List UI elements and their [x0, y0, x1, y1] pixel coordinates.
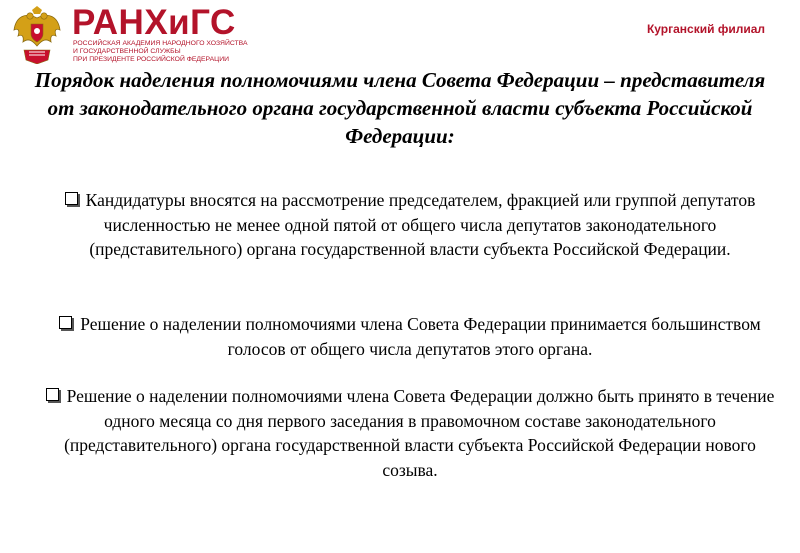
list-item-text: Решение о наделении полномочиями члена Совета Федерации принимается большинством голосов от общего числа депутатов этого органа. [80, 314, 761, 359]
brand-name: РАНХиГС [72, 3, 236, 42]
brand-subtitle [73, 40, 248, 64]
list-item [40, 312, 780, 361]
brand-subtitle-line: ПРИ ПРЕЗИДЕНТЕ РОССИЙСКОЙ ФЕДЕРАЦИИ [73, 56, 229, 63]
list-item [40, 384, 780, 482]
square-bullet-icon [59, 316, 72, 329]
double-headed-eagle-emblem-icon [12, 6, 62, 64]
list-item [40, 188, 780, 262]
brand-subtitle-line: И ГОСУДАРСТВЕННОЙ СЛУЖБЫ [73, 48, 181, 55]
list-item-text: Кандидатуры вносятся на рассмотрение председателем, фракцией или группой депутатов численностью не менее одной пятой от общего числа депутатов законодательного (представительного) органа государственной власти субъекта Российской Федерации. [85, 190, 756, 259]
branch-name: Курганский филиал [646, 22, 765, 36]
ranepa-logo [12, 3, 248, 64]
square-bullet-icon [65, 192, 78, 205]
list-item-text: Решение о наделении полномочиями члена Совета Федерации должно быть принято в течение одного месяца со дня первого заседания в правомочном составе законодательного (представительного) органа государственной власти субъекта Российской Федерации нового созыва. [64, 386, 775, 480]
brand-subtitle-line: РОССИЙСКАЯ АКАДЕМИЯ НАРОДНОГО ХОЗЯЙСТВА [73, 40, 248, 47]
square-bullet-icon [46, 388, 59, 401]
slide-title: Порядок наделения полномочиями члена Совета Федерации – представителя от законодательного органа государственной власти субъекта Российской Федерации: [34, 68, 766, 148]
